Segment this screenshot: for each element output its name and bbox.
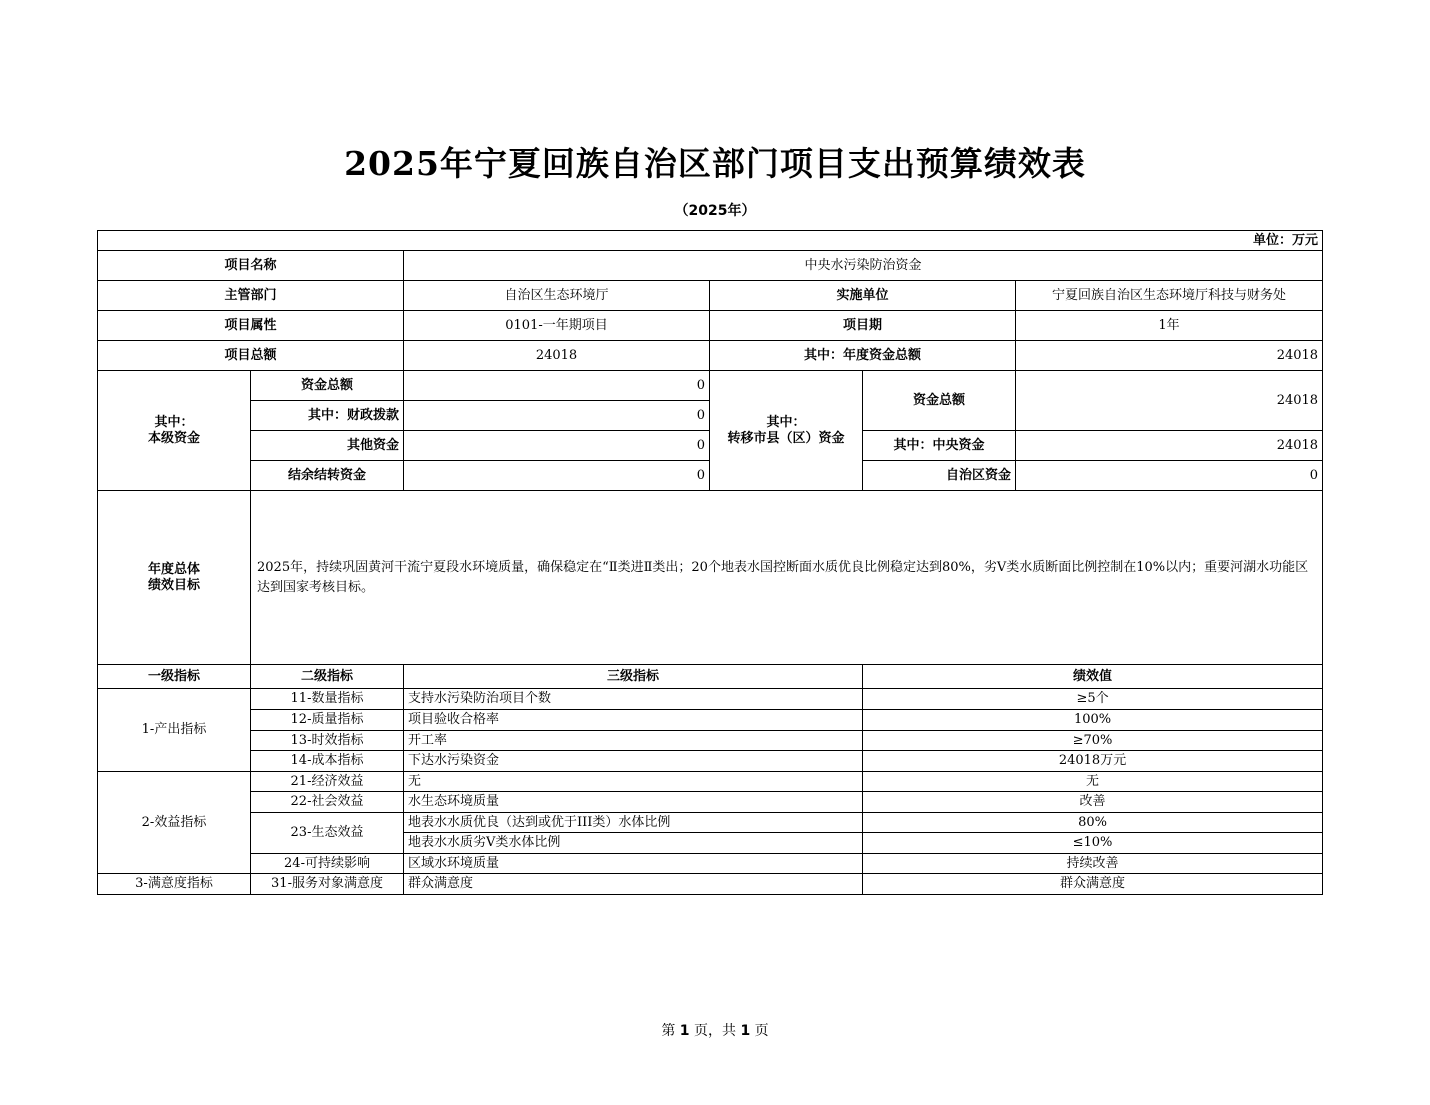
transfer-central-label: 其中：中央资金: [863, 431, 1016, 461]
attribute-row: [98, 311, 1323, 341]
total-label: 项目总额: [98, 341, 404, 371]
local-carryover-value: 0: [404, 461, 710, 491]
transfer-total-label: 资金总额: [863, 371, 1016, 431]
page-footer: [0, 1020, 1430, 1040]
transfer-region-value: 0: [1016, 461, 1323, 491]
footer-total-pages: 1: [740, 1023, 751, 1039]
footer-page-number: 1: [679, 1023, 690, 1039]
project-name-row: [98, 251, 1323, 281]
transfer-central-value: 24018: [1016, 431, 1323, 461]
indicator-value: 改善: [863, 792, 1323, 813]
dept-value: 自治区生态环境厅: [404, 281, 710, 311]
indicator-l2: 12-质量指标: [251, 710, 404, 731]
unit-label: 单位：万元: [98, 231, 1323, 251]
indicator-header-row: [98, 665, 1323, 689]
goal-label: [98, 491, 251, 665]
local-fiscal-value: 0: [404, 401, 710, 431]
annual-value: 24018: [1016, 341, 1323, 371]
indicator-group-output: 1-产出指标: [98, 689, 251, 772]
header-value: 绩效值: [863, 665, 1323, 689]
indicator-value: 24018万元: [863, 751, 1323, 772]
indicator-row: [98, 710, 1323, 731]
indicator-row: [98, 751, 1323, 772]
transfer-funds-group: [710, 371, 863, 491]
indicator-l3: 地表水水质劣V类水体比例: [404, 833, 863, 854]
unit-row: [98, 231, 1323, 251]
footer-suffix: 页: [754, 1023, 769, 1039]
goal-label-line2: 绩效目标: [147, 577, 200, 593]
header-level2: 二级指标: [251, 665, 404, 689]
indicator-value: 持续改善: [863, 854, 1323, 874]
funds-row-1: [98, 371, 1323, 401]
local-other-label: 其他资金: [251, 431, 404, 461]
indicator-l3: 开工率: [404, 731, 863, 751]
indicator-row: [98, 689, 1323, 710]
attr-label: 项目属性: [98, 311, 404, 341]
local-carryover-label: 结余结转资金: [251, 461, 404, 491]
total-value: 24018: [404, 341, 710, 371]
local-funds-group-line2: 本级资金: [147, 430, 200, 446]
indicator-l2: 21-经济效益: [251, 772, 404, 792]
footer-mid: 页，共: [694, 1023, 736, 1039]
indicator-l2: 14-成本指标: [251, 751, 404, 772]
indicator-l3: 无: [404, 772, 863, 792]
indicator-l3: 项目验收合格率: [404, 710, 863, 731]
indicator-row: [98, 874, 1323, 895]
goal-row: [98, 491, 1323, 665]
period-value: 1年: [1016, 311, 1323, 341]
transfer-funds-group-line2: 转移市县（区）资金: [727, 430, 845, 446]
indicator-row: [98, 813, 1323, 833]
department-row: [98, 281, 1323, 311]
dept-label: 主管部门: [98, 281, 404, 311]
indicator-value: 无: [863, 772, 1323, 792]
indicator-l3: 水生态环境质量: [404, 792, 863, 813]
transfer-total-value: 24018: [1016, 371, 1323, 431]
indicator-l3: 下达水污染资金: [404, 751, 863, 772]
indicator-value: ≥5个: [863, 689, 1323, 710]
indicator-l2: 31-服务对象满意度: [251, 874, 404, 895]
indicator-row: [98, 772, 1323, 792]
budget-table: [97, 230, 1323, 895]
indicator-value: 80%: [863, 813, 1323, 833]
goal-text: 2025年，持续巩固黄河干流宁夏段水环境质量，确保稳定在“Ⅱ类进Ⅱ类出；20个地表水国控断面水质优良比例稳定达到80%，劣Ⅴ类水质断面比例控制在10%以内；重要河湖水功能区达到国家考核目标。: [251, 491, 1323, 665]
indicator-row: [98, 792, 1323, 813]
local-total-value: 0: [404, 371, 710, 401]
impl-value: 宁夏回族自治区生态环境厅科技与财务处: [1016, 281, 1323, 311]
indicator-value: ≥70%: [863, 731, 1323, 751]
transfer-region-label: 自治区资金: [863, 461, 1016, 491]
project-name-value: 中央水污染防治资金: [404, 251, 1323, 281]
indicator-group-satisfaction: 3-满意度指标: [98, 874, 251, 895]
footer-prefix: 第: [661, 1023, 676, 1039]
header-level3: 三级指标: [404, 665, 863, 689]
impl-label: 实施单位: [710, 281, 1016, 311]
local-other-value: 0: [404, 431, 710, 461]
indicator-l3: 区域水环境质量: [404, 854, 863, 874]
page-title: 2025年宁夏回族自治区部门项目支出预算绩效表: [344, 144, 1086, 183]
indicator-value: ≤10%: [863, 833, 1323, 854]
indicator-l3: 支持水污染防治项目个数: [404, 689, 863, 710]
attr-value: 0101-一年期项目: [404, 311, 710, 341]
indicator-value: 100%: [863, 710, 1323, 731]
project-name-label: 项目名称: [98, 251, 404, 281]
indicator-l3: 地表水水质优良（达到或优于III类）水体比例: [404, 813, 863, 833]
indicator-l3: 群众满意度: [404, 874, 863, 895]
indicator-group-benefit: 2-效益指标: [98, 772, 251, 874]
period-label: 项目期: [710, 311, 1016, 341]
annual-label: 其中：年度资金总额: [710, 341, 1016, 371]
indicator-l2: 11-数量指标: [251, 689, 404, 710]
local-funds-group: [98, 371, 251, 491]
transfer-funds-group-line1: 其中：: [766, 414, 806, 430]
goal-label-line1: 年度总体: [147, 561, 200, 577]
total-row: [98, 341, 1323, 371]
indicator-l2: 22-社会效益: [251, 792, 404, 813]
indicator-l2: 23-生态效益: [251, 813, 404, 854]
indicator-row: [98, 731, 1323, 751]
indicator-l2: 13-时效指标: [251, 731, 404, 751]
indicator-l2: 24-可持续影响: [251, 854, 404, 874]
local-total-label: 资金总额: [251, 371, 404, 401]
header-level1: 一级指标: [98, 665, 251, 689]
indicator-row: [98, 854, 1323, 874]
local-fiscal-label: 其中：财政拨款: [251, 401, 404, 431]
local-funds-group-line1: 其中：: [154, 414, 194, 430]
page-subtitle: （2025年）: [674, 203, 756, 219]
indicator-value: 群众满意度: [863, 874, 1323, 895]
